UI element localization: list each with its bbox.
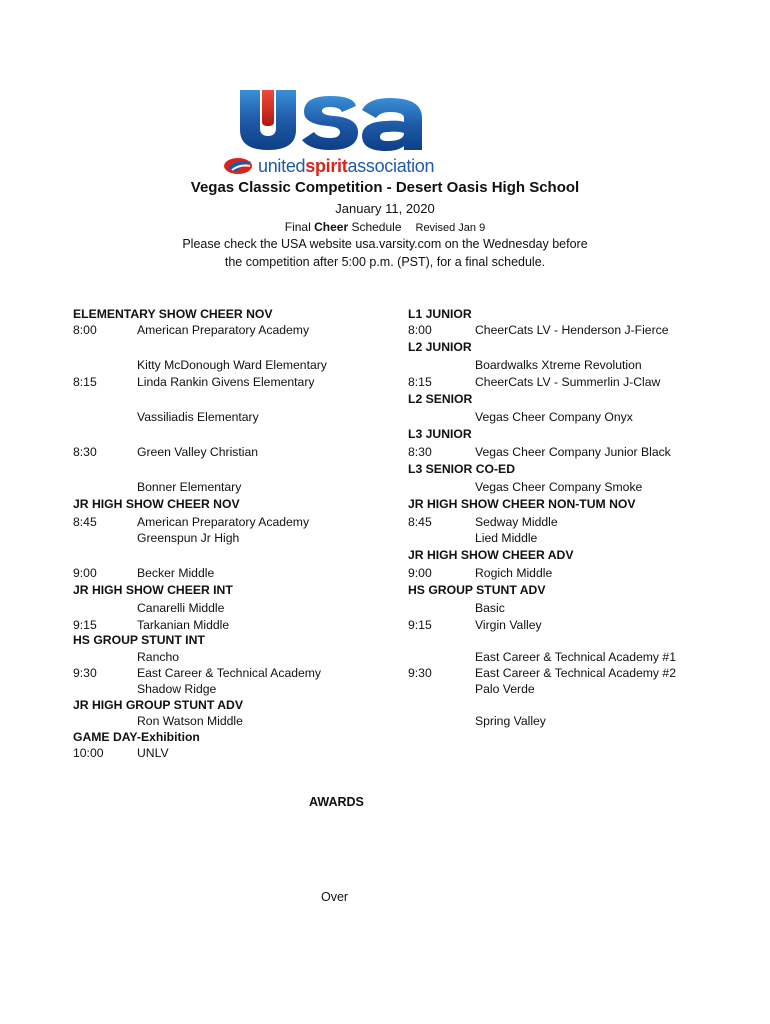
team-name: Greenspun Jr High <box>137 531 240 545</box>
division-header: L2 SENIOR <box>408 392 473 406</box>
team-name: Rancho <box>137 650 180 664</box>
notice-line-2: the competition after 5:00 p.m. (PST), for a final schedule. <box>224 255 546 269</box>
team-name: Vegas Cheer Company Smoke <box>475 480 643 494</box>
team-name: Spring Valley <box>475 714 546 728</box>
time-slot: 9:30 <box>73 666 97 680</box>
usa-logo <box>0 0 770 185</box>
team-name: Basic <box>475 601 505 615</box>
team-name: Becker Middle <box>137 566 215 580</box>
time-slot: 9:00 <box>408 566 432 580</box>
schedule-label: Final Cheer Schedule Revised Jan 9 <box>284 220 486 234</box>
notice-line-1: Please check the USA website usa.varsity.com on the Wednesday before <box>182 237 588 251</box>
team-name: Green Valley Christian <box>137 445 259 459</box>
time-slot: 9:15 <box>73 618 97 632</box>
team-name: American Preparatory Academy <box>137 323 310 337</box>
division-header: JR HIGH SHOW CHEER ADV <box>408 548 574 562</box>
division-header: JR HIGH GROUP STUNT ADV <box>73 698 243 712</box>
time-slot: 8:15 <box>408 375 432 389</box>
time-slot: 8:30 <box>408 445 432 459</box>
team-name: East Career & Technical Academy <box>137 666 322 680</box>
event-date: January 11, 2020 <box>335 201 435 216</box>
time-slot: 8:15 <box>73 375 97 389</box>
team-name: American Preparatory Academy <box>137 515 310 529</box>
team-name: Bonner Elementary <box>137 480 242 494</box>
team-name: Palo Verde <box>475 682 535 696</box>
awards-label: AWARDS <box>309 795 364 809</box>
team-name: Shadow Ridge <box>137 682 217 696</box>
team-name: UNLV <box>137 746 169 760</box>
over-label: Over <box>321 890 349 904</box>
division-header: L3 JUNIOR <box>408 427 472 441</box>
team-name: Ron Watson Middle <box>137 714 243 728</box>
team-name: CheerCats LV - Summerlin J-Claw <box>475 375 661 389</box>
time-slot: 9:15 <box>408 618 432 632</box>
division-header: GAME DAY-Exhibition <box>73 730 200 744</box>
team-name: Kitty McDonough Ward Elementary <box>137 358 327 372</box>
division-header: HS GROUP STUNT ADV <box>408 583 546 597</box>
team-name: East Career & Technical Academy #1 <box>475 650 676 664</box>
time-slot: 8:00 <box>73 323 97 337</box>
team-name: Linda Rankin Givens Elementary <box>137 375 315 389</box>
revised-note: Revised Jan 9 <box>415 222 486 234</box>
division-header: L2 JUNIOR <box>408 340 472 354</box>
division-header: L1 JUNIOR <box>408 307 472 321</box>
team-name: Boardwalks Xtreme Revolution <box>475 358 642 372</box>
usa-swoosh-icon <box>222 156 256 176</box>
usa-letters-logo <box>238 88 426 152</box>
time-slot: 8:45 <box>408 515 432 529</box>
team-name: Canarelli Middle <box>137 601 225 615</box>
time-slot: 10:00 <box>73 746 104 760</box>
time-slot: 8:00 <box>408 323 432 337</box>
page-title: Vegas Classic Competition - Desert Oasis High School <box>190 179 580 196</box>
team-name: Vegas Cheer Company Junior Black <box>475 445 671 459</box>
division-header: JR HIGH SHOW CHEER NOV <box>73 497 240 511</box>
team-name: East Career & Technical Academy #2 <box>475 666 676 680</box>
division-header: JR HIGH SHOW CHEER INT <box>73 583 233 597</box>
team-name: Sedway Middle <box>475 515 558 529</box>
team-name: Lied Middle <box>475 531 538 545</box>
division-header: ELEMENTARY SHOW CHEER NOV <box>73 307 273 321</box>
division-header: L3 SENIOR CO-ED <box>408 462 515 476</box>
team-name: Vegas Cheer Company Onyx <box>475 410 633 424</box>
team-name: Virgin Valley <box>475 618 542 632</box>
time-slot: 8:45 <box>73 515 97 529</box>
division-header: HS GROUP STUNT INT <box>73 633 205 647</box>
team-name: Rogich Middle <box>475 566 553 580</box>
time-slot: 9:30 <box>408 666 432 680</box>
division-header: JR HIGH SHOW CHEER NON-TUM NOV <box>408 497 636 511</box>
team-name: Vassiliadis Elementary <box>137 410 259 424</box>
time-slot: 8:30 <box>73 445 97 459</box>
time-slot: 9:00 <box>73 566 97 580</box>
team-name: Tarkanian Middle <box>137 618 230 632</box>
united-spirit-association-wordmark: unitedspiritassociation <box>258 156 435 176</box>
team-name: CheerCats LV - Henderson J-Fierce <box>475 323 669 337</box>
